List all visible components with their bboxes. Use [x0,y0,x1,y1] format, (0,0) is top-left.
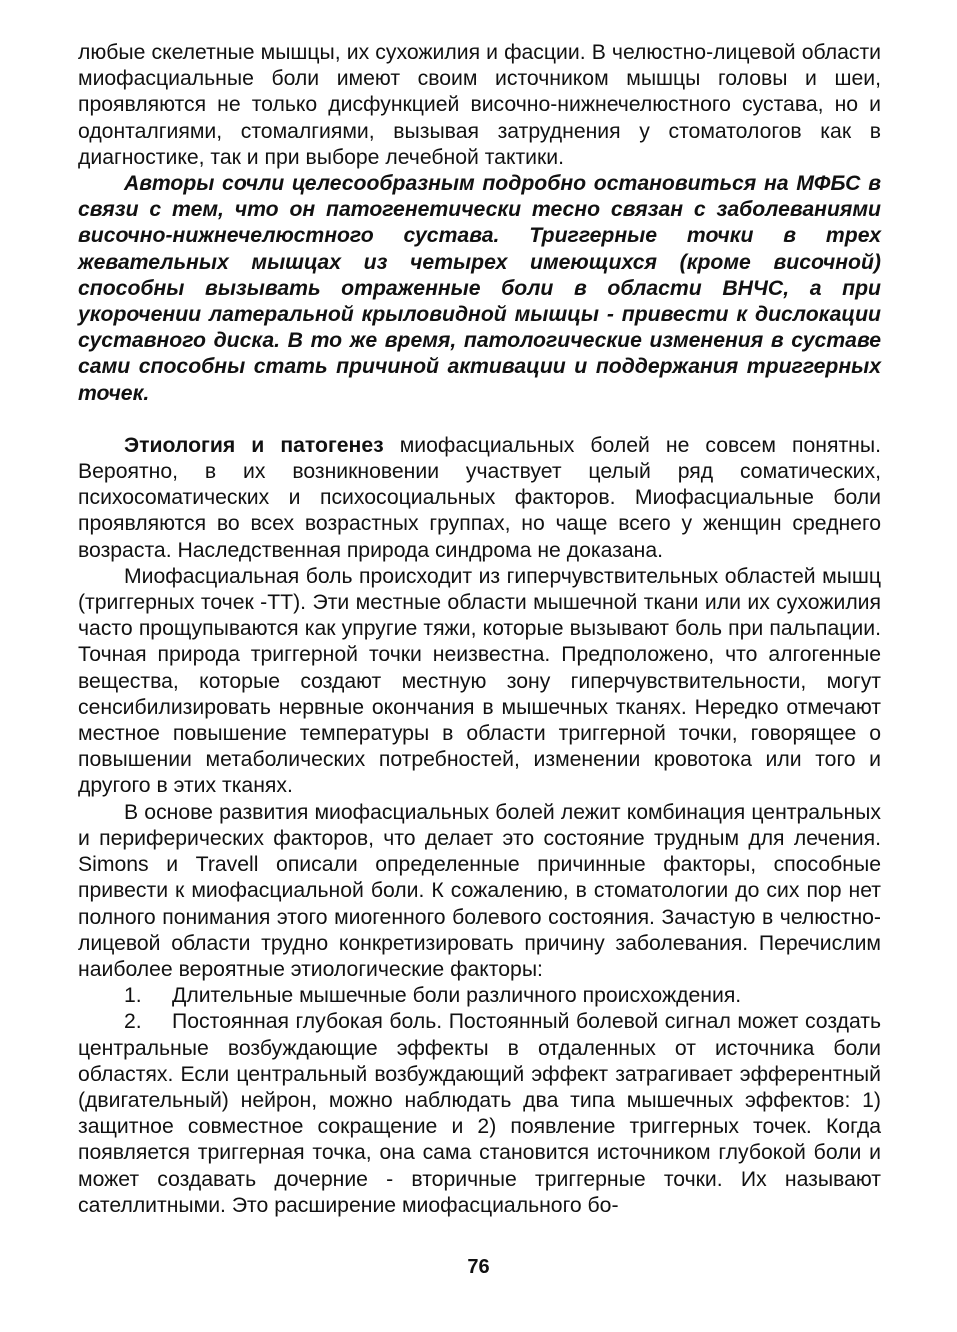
list-item-text: Постоянная глубокая боль. Постоянный болевой сигнал может создать центральные возбуждающие эффекты в отдаленных от источника боли областях. Если центральный возбуждающий эффект затрагивает эфферентный (двигательный) нейрон, можно наблюдать два типа мышечных эффектов: 1) защитное совместное сокращение и 2) появление триггерных точек. Когда появляется триггерная точка, она сама становится источником глубокой боли и может создавать дочерние - вторичные триггерные точки. Их называют сателлитными. Это расширение миофасциального бо- [78,1010,881,1217]
list-item-number: 2. [124,1010,142,1034]
list-item [78,1009,881,1219]
paragraph-factors: В основе развития миофасциальных болей лежит комбинация центральных и периферических факторов, что делает это состояние трудным для лечения. Simons и Travell описали определенные причинные факторы, способные привести к миофасциальной боли. К сожалению, в стоматологии до сих пор нет полного понимания этого миогенного болевого состояния. Зачастую в челюстно-лицевой области трудно конкретизировать причину заболевания. Перечислим наиболее вероятные этиологические факторы: [78,800,881,981]
page-number: 76 [467,1256,490,1278]
paragraph-etiology-text: миофасциальных болей не совсем понятны. Вероятно, в их возникновении участвует целый ряд соматических, психосоматических и психосоциальных факторов. Миофасциальные боли проявляются во всех возрастных группах, но чаще всего у женщин среднего возраста. Наследственная природа синдрома не доказана. [78,433,881,562]
list-item-text: Длительные мышечные боли различного происхождения. [172,984,742,1008]
section-spacer [78,407,881,433]
paragraph-intro: любые скелетные мышцы, их сухожилия и фасции. В челюстно-лицевой области миофасциальные боли имеют своим источником мышцы головы и шеи, проявляются не только дисфункцией височно-нижнечелюстного сустава, но и одонталгиями, стомалгиями, вызывая затруднения у стоматологов как в диагностике, так и при выборе лечебной тактики. [78,41,881,169]
section-heading-etiology: Этиология и патогенез [124,433,384,457]
list-item-number: 1. [124,984,142,1008]
list-item [78,983,881,1009]
paragraph-authors-note: Авторы сочли целесообразным подробно остановиться на МФБС в связи с тем, что он патогенетически тесно связан с заболеваниями височно-нижнечелюстного сустава. Триггерные точки в трех жевательных мышцах из четырех имеющихся (кроме височной) способны вызывать отраженные боли в области ВНЧС, а при укорочении латеральной крыловидной мышцы - привести к дислокации суставного диска. В то же время, патологические изменения в суставе сами способны стать причиной активации и поддержания триггерных точек. [78,172,881,405]
paragraph-myofascial-pain: Миофасциальная боль происходит из гиперчувствительных областей мышц (триггерных точек -ТТ). Эти местные области мышечной ткани или их сухожилия часто прощупываются как упругие тяжи, которые вызывают боль при пальпации. Точная природа триггерной точки неизвестна. Предположено, что алгогенные вещества, которые создают местную зону гиперчувствительности, могут сенсибилизировать нервные окончания в мышечных тканях. Нередко отмечают местное повышение температуры в области триггерной точки, говорящее о повышении метаболических потребностей, изменении кровотока или того и другого в этих тканях. [78,564,881,798]
page-body [78,40,881,1219]
paragraph-etiology [78,433,881,564]
